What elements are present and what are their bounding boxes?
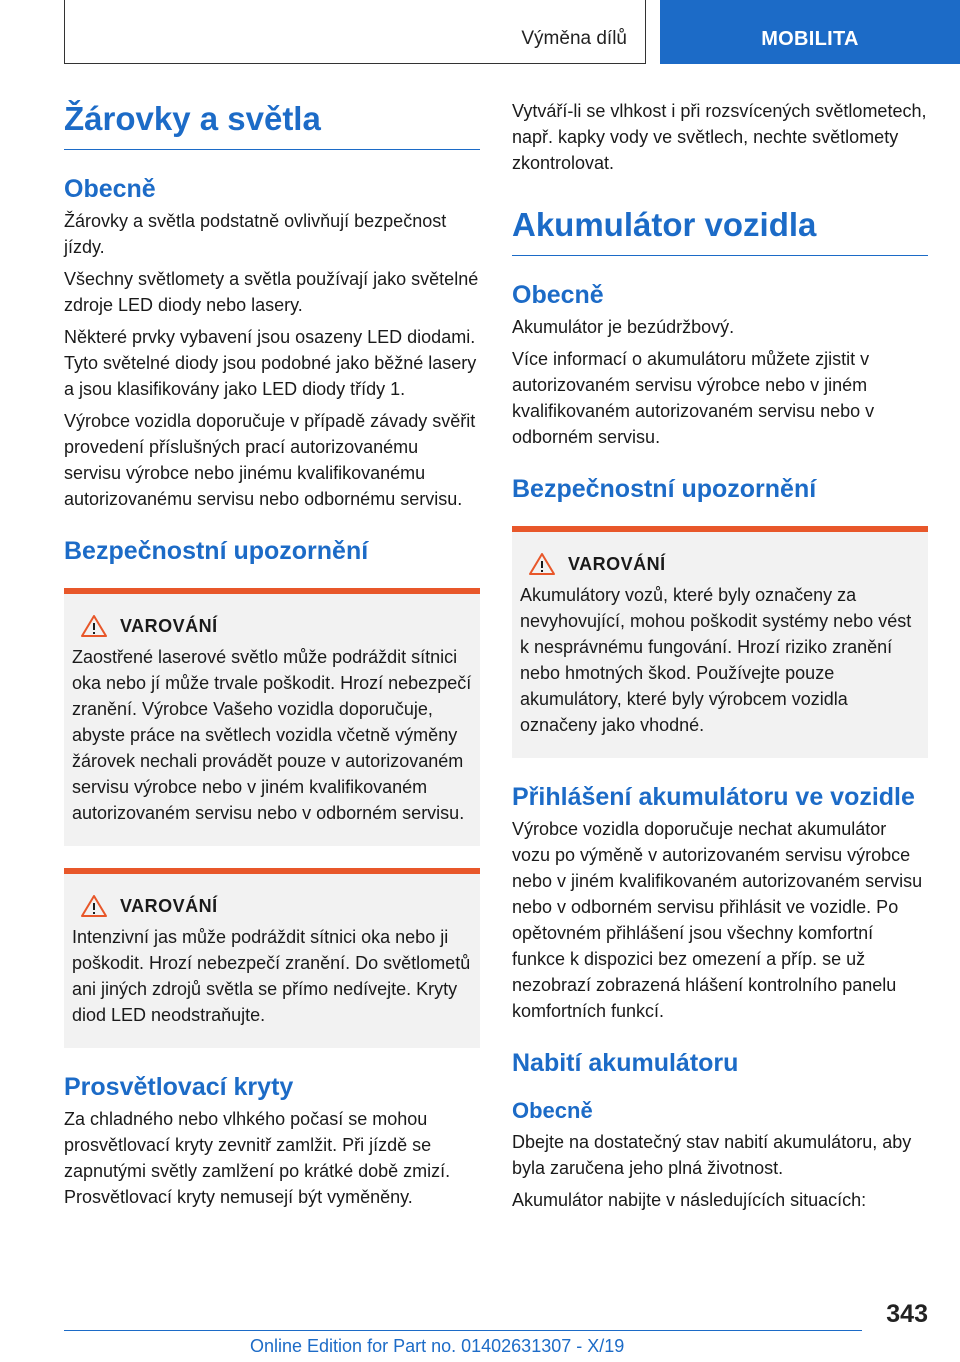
paragraph: Všechny světlomety a světla používají jako světelné zdroje LED diody nebo lasery.	[64, 269, 479, 316]
header-chapter-tab	[660, 0, 960, 64]
warning-header	[72, 894, 472, 918]
heading-battery-charging: Nabití akumulátoru	[512, 1049, 739, 1078]
warning-text: Zaostřené laserové světlo může podráždit sítnici oka nebo jí může trvale poškodit. Hrozí nebezpečí zranění. Výrobce Vašeho vozidla doporučuje, abyste práce na světlech vozidla včetně výměny žárovek nechali provádět pouze v autorizovaném servisu výrobce nebo v jiném kvalifikovaném autorizovaném servisu nebo v odborném servisu.	[72, 647, 472, 824]
page-number: 343	[886, 1300, 928, 1328]
left-column	[64, 98, 480, 1216]
paragraph: Některé prvky vybavení jsou osazeny LED diodami. Tyto světelné diody jsou podobné jako běžné lasery a jsou klasifikovány jako LED diody třídy 1.	[64, 327, 477, 400]
heading-general: Obecně	[64, 175, 156, 204]
header-chapter-label: MOBILITA	[761, 28, 859, 50]
paragraph: Výrobce vozidla doporučuje nechat akumulátor vozu po výměně v autorizovaném servisu výrobce nebo v jiném kvalifikovaném autorizovaném servisu nebo v odborném servisu přihlásit ve vozidle. Po opětovném přihlášení jsou všechny komfortní funkce k dispozici bez omezení a příp. se už nezobrazí zobrazená hlášení kontrolního panelu komfortních funkcí.	[512, 819, 923, 1022]
section-title-bulbs: Žárovky a světla	[64, 98, 480, 150]
warning-title: VAROVÁNÍ	[120, 895, 218, 916]
paragraph: Akumulátor nabijte v následujících situacích:	[512, 1189, 867, 1210]
warning-header	[520, 552, 920, 576]
section-title-battery: Akumulátor vozidla	[512, 204, 928, 256]
paragraph: Dbejte na dostatečný stav nabití akumulátoru, aby byla zaručena jeho plná životnost.	[512, 1131, 912, 1178]
warning-header	[72, 614, 472, 638]
paragraph: Vytváří-li se vlhkost i při rozsvícených světlometech, např. kapky vody ve světlech, nechte světlomety zkontrolovat.	[512, 101, 927, 173]
warning-text: Akumulátory vozů, které byly označeny za nevyhovující, mohou poškodit systémy nebo vést k nesprávnému fungování. Hrozí riziko zranění nebo hmotných škod. Používejte pouze akumulátory, které byly výrobcem vozidla označeny jako vhodné.	[520, 585, 912, 736]
warning-triangle-icon	[528, 552, 556, 576]
warning-box	[512, 526, 928, 758]
footer-divider	[64, 1330, 862, 1331]
right-column	[512, 98, 928, 1219]
heading-safety: Bezpečnostní upozornění	[64, 537, 369, 566]
paragraph: Více informací o akumulátoru můžete zjistit v autorizovaném servisu výrobce nebo v jiném kvalifikovaném autorizovaném servisu nebo v odborném servisu.	[512, 349, 875, 448]
paragraph: Výrobce vozidla doporučuje v případě závady svěřit provedení příslušných prací autorizovanému servisu výrobce nebo jinému kvalifikovanému autorizovanému servisu nebo odbornému servisu.	[64, 411, 476, 510]
header-section-title: Výměna dílů	[521, 28, 627, 49]
subheading-general: Obecně	[512, 1098, 593, 1124]
warning-box	[64, 868, 480, 1048]
heading-general: Obecně	[512, 281, 604, 310]
header-section-box	[64, 0, 646, 64]
warning-triangle-icon	[80, 614, 108, 638]
warning-box	[64, 588, 480, 846]
footer-edition: Online Edition for Part no. 01402631307 - X/19	[250, 1336, 625, 1356]
heading-battery-login: Přihlášení akumulátoru ve vozidle	[512, 783, 915, 812]
warning-title: VAROVÁNÍ	[120, 615, 218, 636]
heading-safety: Bezpečnostní upozornění	[512, 475, 817, 504]
warning-text: Intenzivní jas může podráždit sítnici oka nebo ji poškodit. Hrozí nebezpečí zranění. Do světlometů ani jiných zdrojů světla se přímo nedívejte. Kryty diod LED neodstraňujte.	[72, 927, 471, 1026]
paragraph: Akumulátor je bezúdržbový.	[512, 317, 735, 338]
warning-title: VAROVÁNÍ	[568, 553, 666, 574]
warning-triangle-icon	[80, 894, 108, 918]
paragraph: Za chladného nebo vlhkého počasí se mohou prosvětlovací kryty zevnitř zamlžit. Při jízdě se zapnutými světly zamlžení po krátké době zmizí. Prosvětlovací kryty nemusejí být vyměněny.	[64, 1109, 451, 1208]
paragraph: Žárovky a světla podstatně ovlivňují bezpečnost jízdy.	[64, 211, 447, 258]
heading-lens-covers: Prosvětlovací kryty	[64, 1073, 294, 1102]
